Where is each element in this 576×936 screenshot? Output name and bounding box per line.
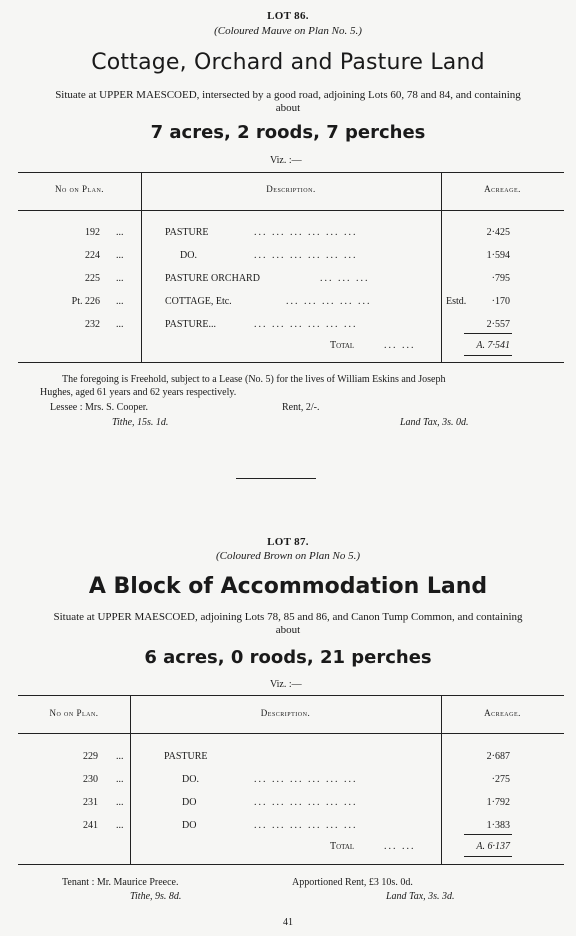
lot86-lessee: Lessee : Mrs. S. Cooper.: [50, 402, 149, 413]
acreage: 2·687: [486, 751, 510, 762]
freehold-line2: Hughes, aged 61 years and 62 years respectively.: [40, 387, 237, 398]
leader-dots: ... ... ...: [320, 273, 370, 284]
lot86-freehold-note-cont: [40, 386, 546, 399]
lot86-header-acreage: Acreage.: [484, 184, 521, 194]
lot87-col-divider-1: [130, 695, 131, 864]
lot87-rent: Apportioned Rent, £3 10s. 0d.: [292, 877, 413, 888]
lot87-table-bottom-rule: [18, 864, 564, 865]
lot86-situate-line1: Situate at UPPER MAESCOED, intersected by a good road, adjoining Lots 60, 78 and 84, and containing: [55, 89, 521, 101]
leader-dots: ...: [116, 319, 124, 330]
leader-dots: ... ... ... ... ... ...: [254, 774, 358, 785]
lot86-coloured-note: (Coloured Mauve on Plan No. 5.): [214, 25, 362, 37]
lot87-viz: Viz. :—: [270, 679, 302, 690]
description: PASTURE ORCHARD: [165, 273, 260, 284]
acreage: ·795: [491, 273, 510, 284]
lot87-coloured-note: (Coloured Brown on Plan No 5.): [215, 550, 360, 562]
plan-number: 224: [85, 250, 100, 261]
description: PASTURE: [165, 227, 209, 238]
plan-number: 241: [83, 820, 98, 831]
leader-dots: ...: [116, 774, 124, 785]
lot87-col-divider-2: [441, 695, 442, 864]
section-divider: [236, 478, 316, 479]
subtotal-rule: [464, 333, 512, 334]
total-acreage: A. 7·541: [476, 340, 510, 351]
lot87-tithe: Tithe, 9s. 8d.: [130, 891, 182, 902]
lot86-header-rule: [18, 210, 564, 211]
plan-number: 230: [83, 774, 98, 785]
lot87-table-top-rule: [18, 695, 564, 696]
lot86-viz: Viz. :—: [270, 155, 302, 166]
description: DO: [182, 797, 197, 808]
lot86-freehold-note: [62, 373, 568, 386]
leader-dots: ... ...: [384, 841, 416, 852]
plan-number: Pt. 226: [71, 296, 100, 307]
lot86-situate: [18, 89, 558, 115]
subtotal-rule: [464, 834, 512, 835]
plan-number: 232: [85, 319, 100, 330]
leader-dots: ... ... ... ... ... ...: [254, 227, 358, 238]
acreage: ·170: [491, 296, 510, 307]
leader-dots: ...: [116, 797, 124, 808]
description: PASTURE: [164, 751, 208, 762]
lot87-header-description: Description.: [260, 708, 311, 718]
leader-dots: ... ... ... ... ... ...: [254, 319, 358, 330]
page-number: 41: [283, 917, 293, 928]
lot87-header-rule: [18, 733, 564, 734]
leader-dots: ...: [116, 820, 124, 831]
lot86-number: LOT 86.: [267, 10, 309, 22]
leader-dots: ...: [116, 751, 124, 762]
lot86-table-bottom-rule: [18, 362, 564, 363]
description: DO.: [180, 250, 197, 261]
lot86-rent: Rent, 2/-.: [282, 402, 320, 413]
lot86-land-tax: Land Tax, 3s. 0d.: [400, 417, 469, 428]
lot86-header-plan: No on Plan.: [54, 184, 105, 194]
acreage: 2·557: [486, 319, 510, 330]
description: COTTAGE, Etc.: [165, 296, 232, 307]
description: DO.: [182, 774, 199, 785]
description: DO: [182, 820, 197, 831]
total-label: Total: [330, 841, 355, 852]
lot87-land-tax: Land Tax, 3s. 3d.: [386, 891, 455, 902]
plan-number: 229: [83, 751, 98, 762]
description: PASTURE...: [165, 319, 217, 330]
plan-number: 192: [85, 227, 100, 238]
leader-dots: ...: [116, 273, 124, 284]
lot87-tenant: Tenant : Mr. Maurice Preece.: [62, 877, 179, 888]
total-underline: [464, 856, 512, 857]
lot86-area: 7 acres, 2 roods, 7 perches: [150, 122, 426, 143]
leader-dots: ... ... ... ... ... ...: [254, 250, 358, 261]
lot87-situate-line1: Situate at UPPER MAESCOED, adjoining Lots 78, 85 and 86, and Canon Tump Common, and containing: [53, 611, 523, 623]
lot87-header-acreage: Acreage.: [484, 708, 521, 718]
acreage: 1·594: [486, 250, 510, 261]
leader-dots: ... ... ... ... ... ...: [254, 797, 358, 808]
lot87-area: 6 acres, 0 roods, 21 perches: [144, 647, 432, 668]
plan-number: 225: [85, 273, 100, 284]
lot87-header-plan: No on Plan.: [49, 708, 99, 718]
acreage: 1·383: [486, 820, 510, 831]
lot86-col-divider-2: [441, 172, 442, 362]
freehold-line1: The foregoing is Freehold, subject to a Lease (No. 5) for the lives of William Eskins and Joseph: [62, 374, 446, 385]
lot87-title: A Block of Accommodation Land: [88, 574, 488, 599]
lot87-situate-line2: about: [275, 624, 301, 636]
leader-dots: ... ... ... ... ...: [286, 296, 372, 307]
total-underline: [464, 355, 512, 356]
lot86-header-description: Description.: [266, 184, 316, 194]
lot86-table-top-rule: [18, 172, 564, 173]
lot86-tithe: Tithe, 15s. 1d.: [112, 417, 169, 428]
leader-dots: ...: [116, 250, 124, 261]
total-label: Total: [330, 340, 355, 351]
acreage: 1·792: [486, 797, 510, 808]
total-acreage: A. 6·137: [476, 841, 510, 852]
acreage: ·275: [491, 774, 510, 785]
acreage: 2·425: [486, 227, 510, 238]
estimated-label: Estd.: [446, 296, 467, 307]
lot86-title: Cottage, Orchard and Pasture Land: [91, 50, 485, 75]
leader-dots: ... ...: [384, 340, 416, 351]
plan-number: 231: [83, 797, 98, 808]
lot87-situate: [18, 611, 558, 637]
leader-dots: ...: [116, 296, 124, 307]
lot86-col-divider-1: [141, 172, 142, 362]
leader-dots: ...: [116, 227, 124, 238]
lot87-number: LOT 87.: [267, 536, 309, 548]
leader-dots: ... ... ... ... ... ...: [254, 820, 358, 831]
lot86-situate-line2: about: [275, 102, 301, 114]
